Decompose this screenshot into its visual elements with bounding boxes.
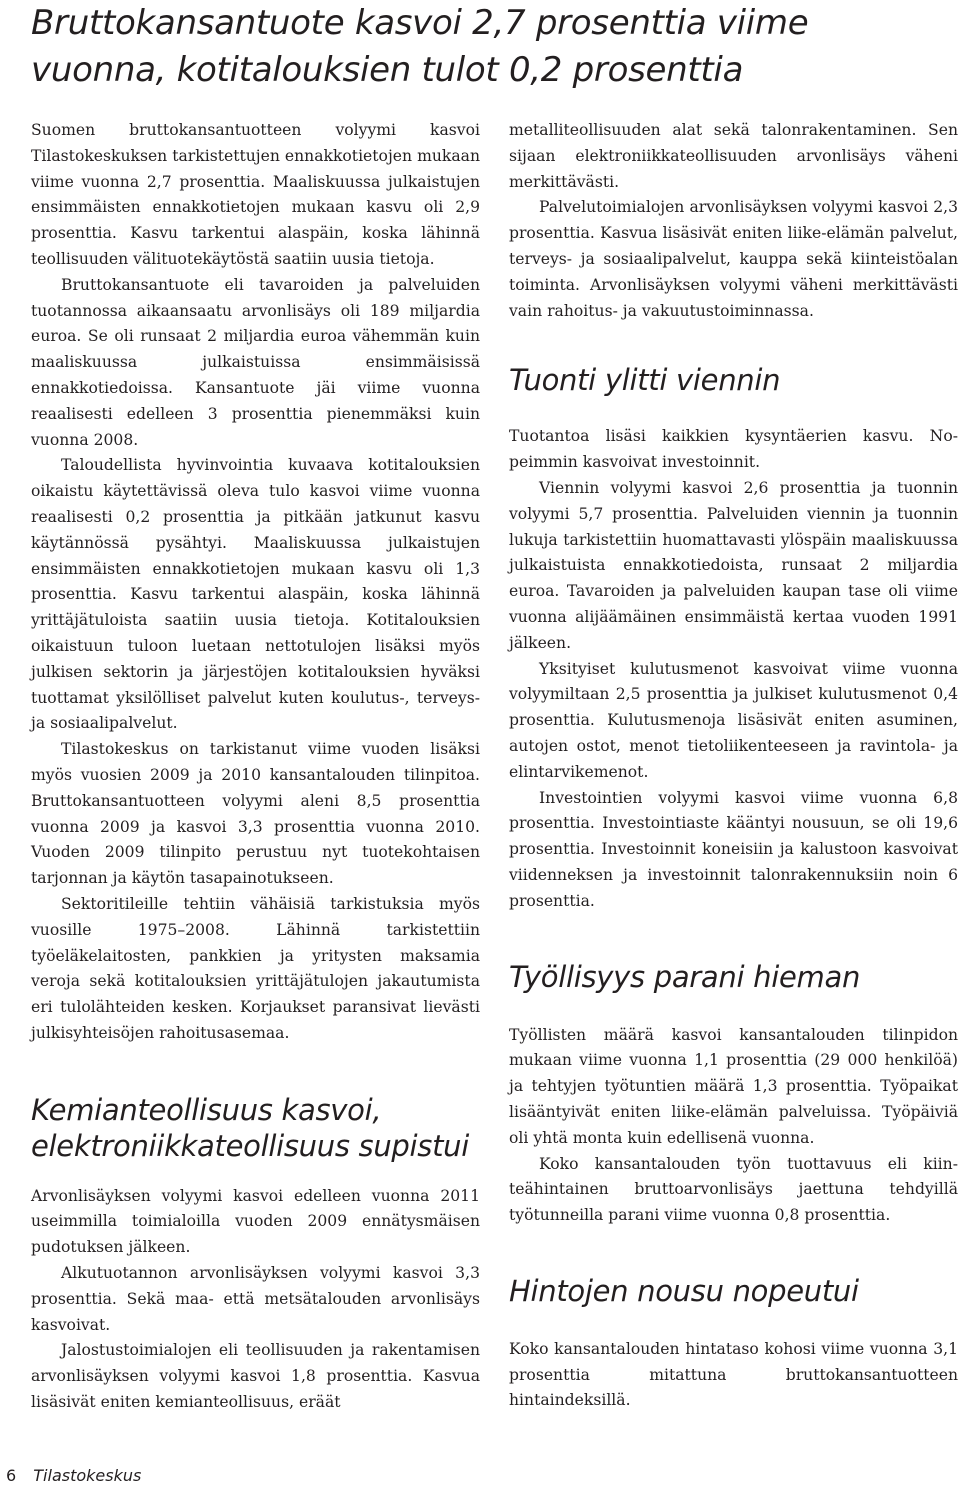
paragraph: metalliteollisuuden alat sekä talonrakentaminen. Sen sijaan elektroniikkateollisuuden arvonlisäys väheni merkittävästi. <box>509 121 958 191</box>
paragraph: Taloudellista hyvinvointia kuvaava kotitalouksien oikaistu käytettävissä oleva tulo kasvoi viime vuonna reaalisesti 0,2 prosenttia ja pitkään jatkunut kasvu käytännössä pysähtyi. Maaliskuussa julkaistujen ensimmäisten ennakkotietojen mukaan kasvu oli 1,3 prosenttia. Kasvu tarkentui alaspäin, koska lähinnä yrittäjätuloista saatiin uusia tietoja. Kotitalouksien oikaistuun tuloon luetaan nettotulojen lisäksi myös julkisen sektorin ja järjestöjen kotitalouksien hyväksi tuottamat yksilölliset palvelut kuten koulutus-, terveys- ja sosiaalipalvelut. <box>31 456 480 733</box>
paragraph: Yksityiset kulutusmenot kasvoivat viime vuonna volyymiltaan 2,5 prosenttia ja julkiset kulutusmenot 0,4 prosenttia. Kulutusmenoja lisäsivät eniten asuminen, autojen ostot, menot tietoliikenteeseen ja ravintola- ja elintarvikemenot. <box>509 659 958 781</box>
section-heading: Tuonti ylitti viennin <box>509 363 781 398</box>
page-number: 6 <box>6 1466 17 1485</box>
section-heading: Kemianteollisuus kasvoi, elektroniikkateollisuus supistui <box>31 1092 470 1163</box>
publisher-name: Tilastokeskus <box>33 1466 142 1485</box>
paragraph: Palvelutoimialojen arvonlisäyksen volyymi kasvoi 2,3 prosenttia. Kasvua lisäsivät eniten liike-elämän palvelut, terveys- ja sosiaalipalvelut, kauppa sekä kiinteistöalan toiminta. Arvonlisäyksen volyymi väheni merkittävästi vain rahoitus- ja vakuutustoiminnassa. <box>509 198 958 320</box>
section-heading: Työllisyys parani hieman <box>509 959 861 994</box>
paragraph: Tuotantoa lisäsi kaikkien kysyntäerien kasvu. Nopeimmin kasvoivat investoinnit. <box>509 427 958 472</box>
paragraph: Investointien volyymi kasvoi viime vuonna 6,8 prosenttia. Investointiaste kääntyi nousuun, se oli 19,6 prosenttia. Investoinnit koneisiin ja kalustoon kasvoivat viidenneksen ja investoinnit talonrakennuksiin noin 6 prosenttia. <box>509 788 958 910</box>
paragraph: Tilastokeskus on tarkistanut viime vuoden lisäksi myös vuosien 2009 ja 2010 kansantalouden tilinpitoa. Bruttokansantuotteen volyymi aleni 8,5 prosenttia vuonna 2009 ja kasvoi 3,3 prosenttia vuonna 2010. Vuoden 2009 tilinpito perustuu nyt tuotekohtaisen tarjonnan ja käytön tasapainotukseen. <box>31 740 480 888</box>
paragraph: Suomen bruttokansantuotteen volyymi kasvoi Tilastokeskuksen tarkistettujen ennakkotietojen mukaan viime vuonna 2,7 prosenttia. Maaliskuussa julkaistujen ensimmäisten ennakkotietojen mukaan kasvu oli 2,9 prosenttia. Kasvu tarkentui alaspäin, koska lähinnä teollisuuden välituotekäytöstä saatiin uusia tietoja. <box>31 121 480 268</box>
left-column <box>31 118 480 1416</box>
page-footer <box>6 1466 141 1485</box>
paragraph: Työllisten määrä kasvoi kansantalouden tilinpidon mukaan viime vuonna 1,1 prosenttia (29 000 henkilöä) ja tehtyjen työtuntien määrä 1,3 prosenttia. Työpaikat lisääntyivät eniten liike-elämän palveluissa. Työpäiviä oli yhtä monta kuin edellisenä vuonna. <box>509 1025 958 1147</box>
paragraph: Arvonlisäyksen volyymi kasvoi edelleen vuonna 2011 useimmilla toimialoilla vuoden 2009 ennätysmäisen pudotuksen jälkeen. <box>31 1186 480 1257</box>
paragraph: Sektoritileille tehtiin vähäisiä tarkistuksia myös vuosille 1975–2008. Lähinnä tarkistettiin työeläkelaitosten, pankkien ja yritysten maksamia veroja sekä kotitalouksien yrittäjätulojen jakautumista eri tulolähteiden kesken. Korjaukset paransivat lievästi julkisyhteisöjen rahoitusasemaa. <box>31 894 480 1042</box>
paragraph: Koko kansantalouden työn tuottavuus eli kiinteähintainen bruttoarvonlisäys jaettuna tehdyillä työtunneilla parani viime vuonna 0,8 prosenttia. <box>509 1154 958 1225</box>
section-heading: Hintojen nousu nopeutui <box>509 1273 859 1308</box>
paragraph: Alkutuotannon arvonlisäyksen volyymi kasvoi 3,3 prosenttia. Sekä maa- että metsätalouden arvonlisäys kasvoivat. <box>31 1264 480 1334</box>
right-column <box>509 118 958 1414</box>
paragraph: Viennin volyymi kasvoi 2,6 prosenttia ja tuonnin volyymi 5,7 prosenttia. Palveluiden viennin ja tuonnin lukuja tarkistettiin huomattavasti ylöspäin maaliskuussa julkaistuista ennakkotiedoista, runsaat 2 miljardia euroa. Tavaroiden ja palveluiden kaupan tase oli viime vuonna alijäämäinen ensimmäistä kertaa vuoden 1991 jälkeen. <box>509 478 958 652</box>
page-title: Bruttokansantuote kasvoi 2,7 prosenttia viime vuonna, kotitalouksien tulot 0,2 prosenttia <box>31 3 809 90</box>
paragraph: Koko kansantalouden hintataso kohosi viime vuonna 3,1 prosenttia mitattuna bruttokansantuotteen hintaindeksillä. <box>509 1339 958 1410</box>
paragraph: Jalostustoimialojen eli teollisuuden ja rakentamisen arvonlisäyksen volyymi kasvoi 1,8 prosenttia. Kasvua lisäsivät eniten kemianteollisuus, eräät <box>31 1341 480 1412</box>
paragraph: Bruttokansantuote eli tavaroiden ja palveluiden tuotannossa aikaansaatu arvonlisäys oli 189 miljardia euroa. Se oli runsaat 2 miljardia euroa vähemmän kuin maaliskuussa julkaistuissa ensimmäisissä ennakkotiedoissa. Kansantuote jäi viime vuonna reaalisesti edelleen 3 prosenttia pienemmäksi kuin vuonna 2008. <box>31 275 480 449</box>
